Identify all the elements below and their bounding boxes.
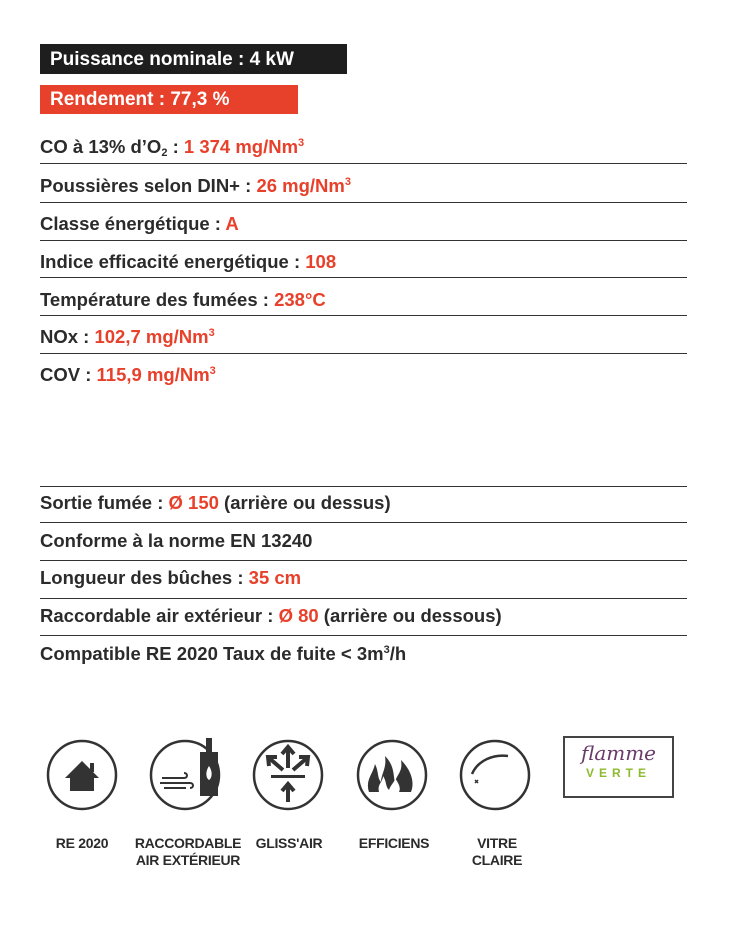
divider xyxy=(40,635,687,636)
nox-row: NOx : 102,7 mg/Nm$^3$ xyxy=(40,326,215,347)
temp-row: Température des fumées : 238°C xyxy=(40,289,326,310)
divider xyxy=(40,277,687,278)
flue-row: Sortie fumée : Ø 150 (arrière ou dessus) xyxy=(40,492,391,513)
flamme-verte-logo xyxy=(563,736,674,798)
house-icon xyxy=(45,738,119,812)
class-row: Classe énergétique : A xyxy=(40,213,239,234)
divider xyxy=(40,315,687,316)
divider xyxy=(40,522,687,523)
dust-row: Poussières selon DIN+ : 26 mg/Nm$^3$ xyxy=(40,175,351,196)
divider xyxy=(40,163,687,164)
power-badge xyxy=(40,44,347,74)
air-row: Raccordable air extérieur : Ø 80 (arrière ou dessous) xyxy=(40,605,502,626)
flames-icon xyxy=(355,738,429,812)
logo-word: VERTE xyxy=(585,766,651,780)
divider xyxy=(40,202,687,203)
caption-efficiens: EFFICIENS xyxy=(358,835,430,851)
divider xyxy=(40,560,687,561)
co-row: CO à 13% $d’O_2$ : 1 374 mg/Nm$^3$ xyxy=(40,136,305,159)
norm-row: Conforme à la norme EN 13240 xyxy=(40,530,313,551)
glass-icon xyxy=(458,738,532,812)
logo-script: flamme xyxy=(580,741,657,765)
caption-glissair: GLISS'AIR xyxy=(255,835,323,851)
stove-air-icon xyxy=(148,738,222,812)
re2020-row: Compatible RE 2020 Taux de fuite < $3m^3/h$ xyxy=(40,643,407,664)
divider xyxy=(40,486,687,487)
caption-vitre: VITRE CLAIRE xyxy=(471,835,523,868)
divider xyxy=(40,353,687,354)
index-row: Indice efficacité energétique : 108 xyxy=(40,251,337,272)
logs-row: Longueur des bûches : 35 cm xyxy=(40,567,302,588)
efficiency-badge xyxy=(40,85,298,114)
arrows-icon xyxy=(251,738,325,812)
cov-row: COV : 115,9 mg/Nm$^3$ xyxy=(40,364,216,385)
power-text: Puissance nominale : 4 kW xyxy=(50,48,294,70)
divider xyxy=(40,598,687,599)
efficiency-text: Rendement : 77,3 % xyxy=(50,89,230,110)
caption-re2020: RE 2020 xyxy=(55,835,109,851)
caption-raccordable: RACCORDABLE AIR EXTÉRIEUR xyxy=(134,835,242,868)
divider xyxy=(40,240,687,241)
